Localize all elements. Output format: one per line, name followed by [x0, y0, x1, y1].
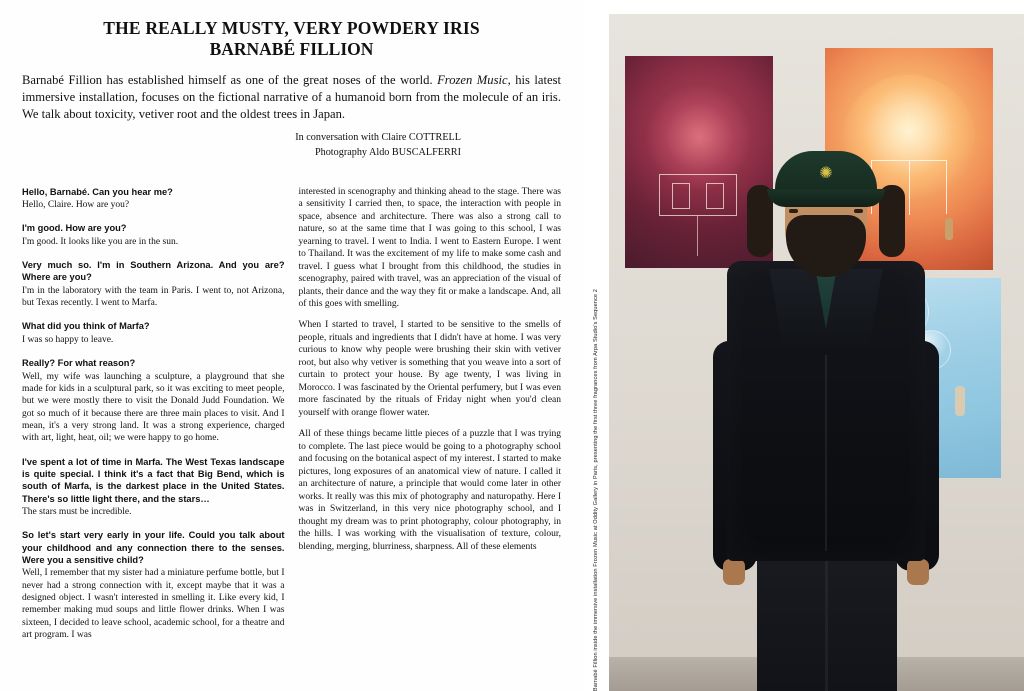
- standfirst-part-1: Barnabé Fillion has established himself as one of the great noses of the world.: [22, 73, 438, 88]
- interview-answer: Well, my wife was launching a sculpture, a playground that she made for kids in a sculptural park, so it was exciting to meet people, but we were mostly there to visit the Donald Judd Foundation. We got so much of it because there are three main places to visit. And I mean, it's a very strong land. It was a strong experience, charged with art, light, heat, oil; we were happy to go home.: [22, 371, 285, 444]
- interview-answer: I'm good. It looks like you are in the sun.: [22, 236, 179, 247]
- interview-answer: The stars must be incredible.: [22, 507, 132, 518]
- artwork-blue-figure: [955, 386, 965, 416]
- body-paragraph: When I started to travel, I started to be sensitive to the smells of people, rituals and ingredients that I didn't have at home. I was very curious to know why people were brushing their skin with vetiver root, but also why vetiver is something that you weave into a sort of curtain to protect your house. By age twenty, I was living in Morocco. I was fascinated by the Oriental perfumery, but I was even more fascinated by the rituals of Friday night when you'd clean yourself with orange flower water.: [298, 320, 561, 418]
- column-right: [299, 186, 562, 666]
- cap-logo-icon: ✺: [819, 165, 833, 182]
- portrait-subject: [701, 131, 951, 691]
- photo-caption-text: Barnabé Fillion inside the immersive installation Frozen Music at Oddity Gallery in Paris, presenting the first three fragrances from Arpa Studio's Sequence 2: [593, 288, 599, 691]
- interview-question: Hello, Barnabé. Can you hear me?: [22, 186, 173, 197]
- photo-caption: [589, 0, 603, 691]
- interview-answer: Hello, Claire. How are you?: [22, 200, 130, 210]
- interview-question: What did you think of Marfa?: [22, 321, 150, 332]
- interview-question: Really? For what reason?: [22, 358, 136, 369]
- subject-jacket: [727, 261, 925, 561]
- interview-question: I've spent a lot of time in Marfa. The West Texas landscape is quite special. I think it's a fact that Big Bend, which is south of Marfa, is the darkest place in the United States. There's so little light there, and the stars…: [22, 456, 285, 504]
- subject-left-hand: [723, 559, 745, 585]
- artwork-red-stem: [697, 216, 698, 256]
- page-subtitle: BARNABÉ FILLION: [209, 38, 374, 59]
- interview-question: Very much so. I'm in Southern Arizona. And you are? Where are you?: [22, 260, 285, 283]
- page-title: THE REALLY MUSTY, VERY POWDERY IRIS: [103, 18, 480, 38]
- column-left: [22, 186, 285, 666]
- article-title-block: [22, 18, 561, 59]
- body-columns: [22, 186, 561, 666]
- body-paragraph: interested in scenography and thinking ahead to the stage. There was a sensitivity I carried then, to space, the interaction with people in space, absence and architecture. There was also a strong call to nature, so at the same time that I was going to this school, I was yearning to travel. I went to India. I went to Eastern Europe. I went to Thailand. It was the excitement of my life to make some cash and travel. I guess what I brought from this childhood, the studies in scenography, paired with travel, was an appreciation of the visual of plants, their dance and the way they fit or make a landscape. And, all of this goes with smelling.: [298, 186, 561, 309]
- subject-right-hand: [907, 559, 929, 585]
- standfirst: [22, 72, 561, 122]
- subject-cap-brim: [767, 189, 885, 207]
- interview-question: So let's start very early in your life. Could you talk about your childhood and any connection there to the senses. Were you a sensitive child?: [22, 530, 285, 566]
- editorial-photograph: [609, 14, 1024, 691]
- right-image-page: [583, 0, 1024, 691]
- credit-interview: In conversation with Claire COTTRELL: [295, 132, 461, 144]
- standfirst-italic-title: Frozen Music: [437, 73, 508, 88]
- subject-eye-left: [789, 209, 798, 213]
- standfirst-part-2: , his latest immersive installation, focuses on the fictional narrative of a humanoid born from the molecule of an iris. We talk about toxicity, vetiver root and the oldest trees in Japan.: [22, 73, 561, 121]
- body-paragraph: All of these things became little pieces of a puzzle that I was trying to complete. The last piece would be going to a photography school and focusing on the botanical aspect of my interest. I started to make pictures, long exposures of an anatomical view of nature. I called it an architecture of nature, a principle that would come later in other works. It really was this mix of photography and naturopathy. Here I was in Switzerland, in this very nice photography school, and I thought my dream was to print photography, colour photography, in the hills. I was working with the visualisation of texture, colour, blending, merging, blurriness, sharpness. All of these elements: [298, 429, 561, 552]
- credits-block: [22, 131, 561, 159]
- interview-question: I'm good. How are you?: [22, 223, 127, 234]
- interview-answer: Well, I remember that my sister had a miniature perfume bottle, but I never had a strong connection with it, except maybe that it was a designed object. I wasn't interested in smelling it. Like every kid, I remember making mud soups and little flower drinks. When I was sixteen, I decided to leave school, academic school, for a theatre and art program. I was: [22, 568, 285, 641]
- interview-answer: I was so happy to leave.: [22, 334, 114, 345]
- subject-eye-right: [854, 209, 863, 213]
- credit-photography: Photography Aldo BUSCALFERRI: [314, 146, 461, 158]
- interview-answer: I'm in the laboratory with the team in Paris. I went to, not Arizona, but Texas recently. I went to Marfa.: [22, 285, 285, 309]
